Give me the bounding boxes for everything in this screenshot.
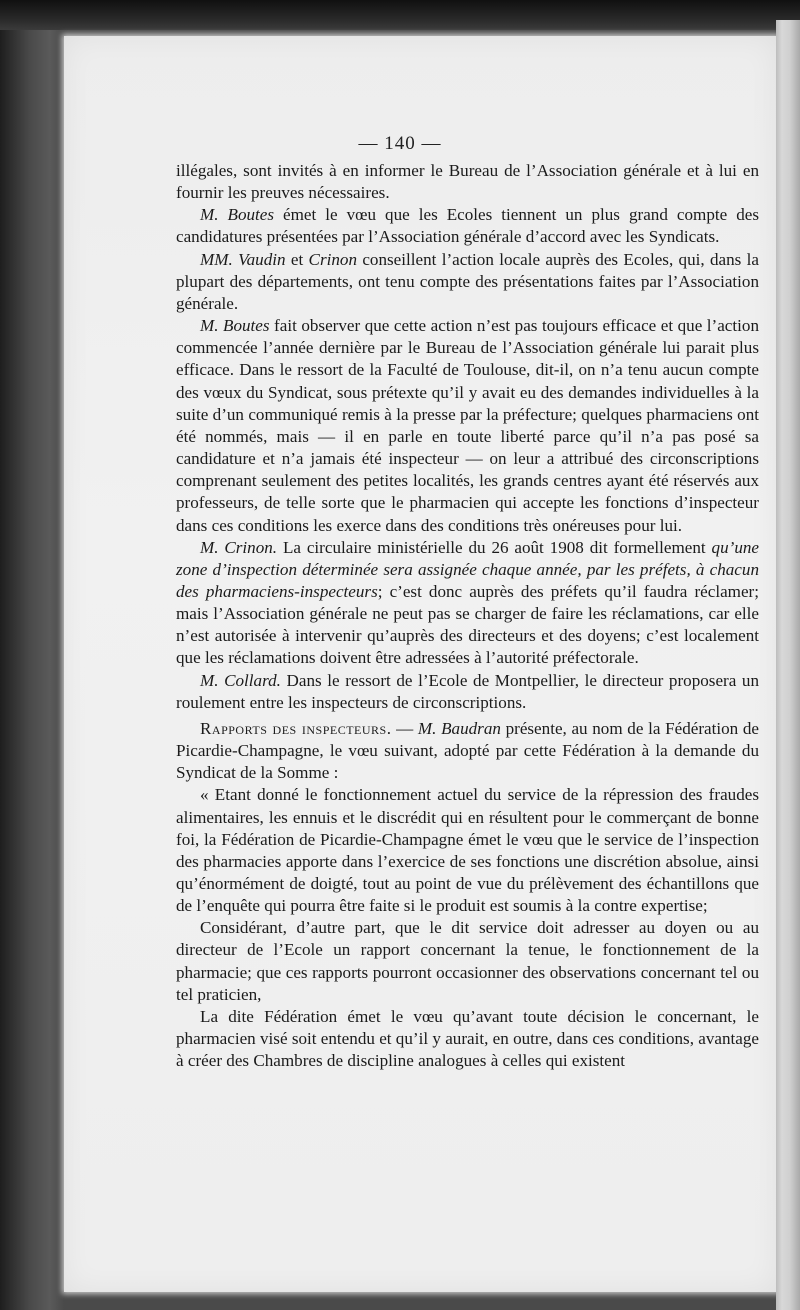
paragraph-text: illégales, sont invités à en informer le Bureau de l’Association générale et à lui en fournir les preuves nécessaires. [176,161,759,203]
dash: — [391,718,418,738]
scan-top-edge [0,0,800,30]
speaker-name: MM. Vaudin [200,249,286,269]
paragraph-continuation [176,160,759,204]
section-heading: Rapports des inspecteurs. [200,718,392,738]
paragraph-considerant [176,917,759,1006]
speaker-name: M. Crinon. [200,537,278,557]
paragraph-text: fait observer que cette action n’est pas toujours efficace et que l’action commencée l’année dernière par le Bureau de l’Association générale lui parait plus efficace. Dans le ressort de la Faculté de Toulouse, dit-il, on n’a tenu aucun compte des vœux du Syndicat, sous prétexte qu’il y avait eu des demandes individuelles à la suite d’un communiqué remis à la presse par la préfecture; quelques pharmaciens ont été nommés, mais — il en parle en toute liberté parce qu’il n’a pas posé sa candidature et n’a jamais été inspecteur — on leur a attribué des circonscriptions comprenant seulement des petites localités, les grands centres ayant été réservés aux professeurs, de telle sorte que le pharmacien qui accepte les fonctions d’inspecteur dans ces conditions les exerce dans des conditions très onéreuses pour lui. [176,316,759,535]
paragraph-vaudin-crinon [176,249,759,315]
body-text [176,160,759,1072]
paragraph-text: émet le vœu que les Ecoles tiennent un plus grand compte des candidatures présentées par l’Association générale d’accord avec les Syndicats. [176,205,759,247]
paragraph-text: Dans le ressort de l’Ecole de Montpellier, le directeur proposera un roulement entre les inspecteurs de circonscriptions. [176,670,760,712]
page-right-edge [776,20,800,1310]
speaker-name: M. Collard. [200,670,281,690]
paragraph-text: « Etant donné le fonctionnement actuel du service de la répression des fraudes alimentaires, les ennuis et le discrédit qui en résultent pour le commerçant de bonne foi, la Fédération de Picardie-Champagne émet le vœu que le service de l’inspection des pharmacies apporte dans l’exercice de ses fonctions une discrétion absolue, ainsi qu’énormément de doigté, tout au point de vue du prélèvement des échantillons que de l’enquête qui pourra être faite si le produit est soumis à la contre expertise; [176,785,759,916]
speaker-name: M. Baudran [417,718,501,738]
paragraph-boutes-2 [176,315,759,537]
speaker-name: M. Boutes [200,205,275,225]
paragraph-text: La dite Fédération émet le vœu qu’avant toute décision le concernant, le pharmacien visé soit entendu et qu’il y aurait, en outre, dans ces conditions, avantage à créer des Chambres de discipline analogues à celles qui existent [176,1006,759,1071]
paragraph-collard [176,670,759,714]
paragraph-text: La circulaire ministérielle du 26 août 1908 dit formellement [277,537,712,557]
paragraph-voeu-etant-donne [176,784,759,917]
paragraph-text: conseillent l’action locale auprès des Ecoles, qui, dans la plupart des départements, ont tenu compte des présentations faites par l’Association générale. [176,249,759,313]
paragraph-rapports [176,718,759,784]
paragraph-text: présente, au nom de la Fédération de Picardie-Champagne, le vœu suivant, adopté par cette Fédération à la demande du Syndicat de la Somme : [176,718,759,783]
speaker-name-2: Crinon [308,249,357,269]
quoted-circular: qu’une zone d’inspection déterminée sera assignée chaque année, par les préfets, à chacun des pharmaciens-inspecteurs [176,537,759,601]
speaker-name: M. Boutes [200,316,270,336]
paragraph-boutes-1 [176,204,759,248]
paragraph-la-dite-federation [176,1006,759,1072]
connector-text: et [285,249,309,269]
page-number: — 140 — [358,133,442,154]
paragraph-text-after: ; c’est donc auprès des préfets qu’il faudra réclamer; mais l’Association générale ne peut pas se charger de faire les réclamations, car elle n’est autorisée à intervenir qu’auprès des directeurs et des doyens; c’est localement que les réclamations doivent être adressées à l’autorité préfectorale. [176,581,759,668]
paragraph-crinon [176,537,759,670]
paragraph-text: Considérant, d’autre part, que le dit service doit adresser au doyen ou au directeur de l’Ecole un rapport concernant la tenue, le fonctionnement de la pharmacie; que ces rapports pourront occasionner des observations concernant tel ou tel praticien, [176,918,759,1004]
